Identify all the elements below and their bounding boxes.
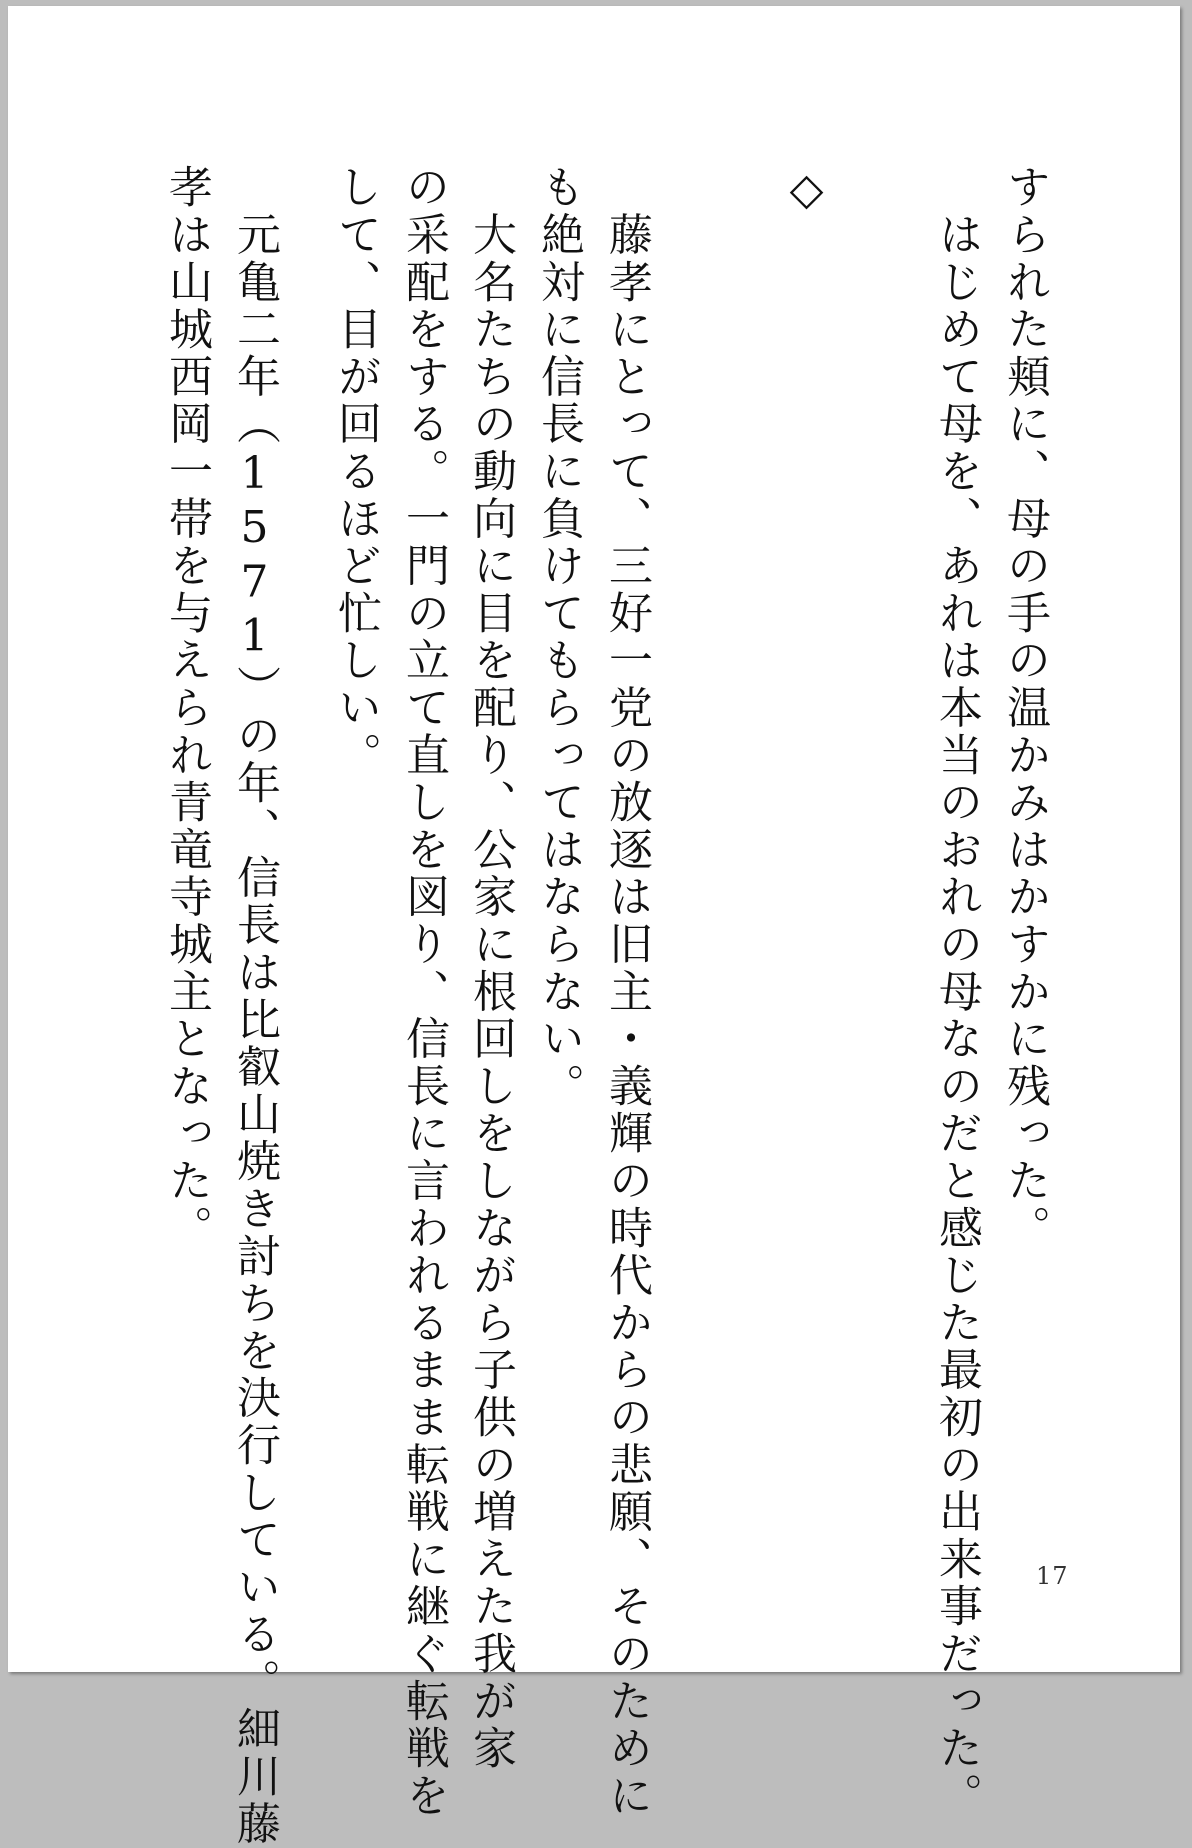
text-line: 藤孝にとって、三好一党の放逐は旧主・義輝の時代からの悲願、そのために [601,164,652,1820]
text-line: すられた頬に、母の手の温かみはかすかに残った。 [999,164,1050,1252]
text-line: 孝は山城西岡一帯を与えられ青竜寺城主となった。 [161,164,212,1252]
book-page [8,6,1180,1848]
page-number: 17 [1036,1562,1069,1590]
text-line: も絶対に信長に負けてもらってはならない。 [533,164,584,1110]
text-line: 大名たちの動向に目を配り、公家に根回しをしながら子供の増えた我が家 [465,164,516,1773]
text-line: して、目が回るほど忙しい。 [330,164,381,779]
text-line: の采配をする。一門の立て直しを図り、信長に言われるまま転戦に継ぐ転戦を [398,164,449,1820]
text-line: 元亀二年（1571）の年、信長は比叡山焼き討ちを決行している。細川藤 [229,164,280,1848]
section-break-mark: ◇ [781,164,832,215]
text-line: はじめて母を、あれは本当のおれの母なのだと感じた最初の出来事だった。 [931,164,982,1820]
